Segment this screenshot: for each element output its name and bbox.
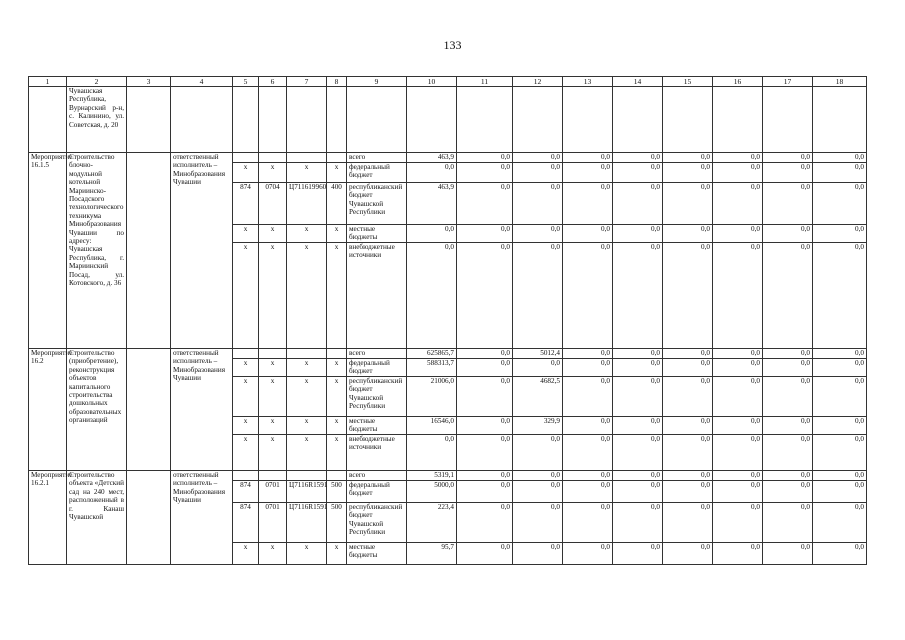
value-cell: 0,0 (713, 163, 763, 183)
value-cell: 0,0 (513, 359, 563, 377)
column-number-header: 16 (713, 77, 763, 87)
value-cell: 0,0 (813, 183, 867, 225)
value-cell: 0,0 (457, 225, 513, 243)
funding-source-cell: республиканский бюджет Чувашской Республики (347, 377, 407, 417)
column-number-header: 3 (127, 77, 171, 87)
value-cell: 0,0 (407, 435, 457, 471)
executor-cell: ответственный исполнитель – Минобразования Чувашии (171, 153, 233, 349)
value-cell: 0,0 (763, 349, 813, 359)
column-number-header: 14 (613, 77, 663, 87)
value-cell: 463,9 (407, 153, 457, 163)
value-cell: 0,0 (513, 481, 563, 503)
column-number-header: 1 (29, 77, 67, 87)
code-cell: х (259, 243, 287, 349)
code-cell: Ц7116R1591 (287, 503, 327, 543)
table-cell (127, 349, 171, 471)
table-cell (613, 87, 663, 153)
code-cell: Ц711619960 (287, 183, 327, 225)
value-cell: 5012,4 (513, 349, 563, 359)
code-cell: 500 (327, 481, 347, 503)
object-name-cell: Строительство блочно-модульной котельной Мариинско-Посадского технологического техникума Минобразования Чувашии по адресу: Чувашская Республика, г. Мариинский Посад, ул. Котовского, д. 36 (67, 153, 127, 349)
value-cell: 0,0 (713, 481, 763, 503)
value-cell: 0,0 (763, 163, 813, 183)
code-cell: х (287, 377, 327, 417)
code-cell: х (233, 163, 259, 183)
code-cell: х (259, 543, 287, 565)
value-cell: 0,0 (457, 471, 513, 481)
value-cell: 0,0 (457, 163, 513, 183)
value-cell: 0,0 (663, 503, 713, 543)
funding-source-cell: федеральный бюджет (347, 163, 407, 183)
value-cell: 0,0 (563, 153, 613, 163)
value-cell: 0,0 (763, 243, 813, 349)
value-cell: 0,0 (613, 359, 663, 377)
column-number-header: 12 (513, 77, 563, 87)
value-cell: 0,0 (563, 543, 613, 565)
table-cell (29, 87, 67, 153)
code-cell: х (327, 435, 347, 471)
code-cell: х (287, 435, 327, 471)
code-cell: х (233, 543, 259, 565)
table-cell (663, 87, 713, 153)
code-cell: х (287, 359, 327, 377)
value-cell: 0,0 (763, 377, 813, 417)
value-cell: 0,0 (663, 163, 713, 183)
value-cell: 0,0 (563, 377, 613, 417)
funding-source-cell: федеральный бюджет (347, 481, 407, 503)
value-cell: 0,0 (663, 359, 713, 377)
code-cell (287, 153, 327, 163)
funding-source-cell: федеральный бюджет (347, 359, 407, 377)
value-cell: 329,9 (513, 417, 563, 435)
code-cell: х (287, 163, 327, 183)
measure-name-cell: Мероприятие 16.1.5 (29, 153, 67, 349)
funding-source-cell: местные бюджеты (347, 543, 407, 565)
code-cell: х (259, 417, 287, 435)
code-cell: х (327, 163, 347, 183)
value-cell: 0,0 (663, 417, 713, 435)
value-cell: 0,0 (663, 481, 713, 503)
value-cell: 0,0 (813, 225, 867, 243)
value-cell: 0,0 (763, 503, 813, 543)
value-cell: 0,0 (713, 359, 763, 377)
value-cell: 0,0 (813, 471, 867, 481)
code-cell: х (233, 225, 259, 243)
value-cell: 0,0 (713, 243, 763, 349)
column-number-header: 9 (347, 77, 407, 87)
value-cell: 0,0 (457, 153, 513, 163)
funding-source-cell: всего (347, 471, 407, 481)
value-cell: 0,0 (663, 349, 713, 359)
code-cell (233, 471, 259, 481)
value-cell: 0,0 (613, 435, 663, 471)
table-row (29, 153, 867, 163)
code-cell: 0704 (259, 183, 287, 225)
value-cell: 0,0 (763, 225, 813, 243)
code-cell: х (327, 225, 347, 243)
code-cell (259, 153, 287, 163)
value-cell: 588313,7 (407, 359, 457, 377)
table-cell (127, 471, 171, 565)
value-cell: 0,0 (513, 225, 563, 243)
code-cell: х (259, 359, 287, 377)
value-cell: 0,0 (613, 417, 663, 435)
table-cell (287, 87, 327, 153)
column-number-header: 6 (259, 77, 287, 87)
value-cell: 21006,0 (407, 377, 457, 417)
code-cell: х (327, 543, 347, 565)
code-cell (259, 349, 287, 359)
column-number-header: 2 (67, 77, 127, 87)
value-cell: 0,0 (513, 471, 563, 481)
value-cell: 0,0 (563, 243, 613, 349)
table-row (29, 471, 867, 481)
table-cell (327, 87, 347, 153)
value-cell: 0,0 (713, 225, 763, 243)
value-cell: 0,0 (513, 503, 563, 543)
code-cell: 400 (327, 183, 347, 225)
value-cell: 0,0 (813, 503, 867, 543)
code-cell: Ц7116R1591 (287, 481, 327, 503)
value-cell: 0,0 (813, 417, 867, 435)
code-cell: х (233, 243, 259, 349)
code-cell: х (233, 377, 259, 417)
table-cell (763, 87, 813, 153)
code-cell: х (327, 243, 347, 349)
measure-name-cell: Мероприятие 16.2.1 (29, 471, 67, 565)
column-number-header: 7 (287, 77, 327, 87)
column-number-header: 10 (407, 77, 457, 87)
code-cell: х (327, 359, 347, 377)
table-cell (407, 87, 457, 153)
executor-cell: ответственный исполнитель – Минобразования Чувашии (171, 349, 233, 471)
table-cell (347, 87, 407, 153)
code-cell: х (259, 225, 287, 243)
code-cell: х (327, 417, 347, 435)
value-cell: 0,0 (613, 153, 663, 163)
column-number-header: 17 (763, 77, 813, 87)
value-cell: 0,0 (813, 359, 867, 377)
value-cell: 0,0 (763, 417, 813, 435)
funding-source-cell: республиканский бюджет Чувашской Республики (347, 503, 407, 543)
value-cell: 0,0 (813, 243, 867, 349)
object-name-cell: Строительство объекта «Детский сад на 240 мест, расположенный в г. Канаш Чувашской (67, 471, 127, 565)
value-cell: 0,0 (457, 243, 513, 349)
value-cell: 0,0 (663, 153, 713, 163)
column-number-header: 18 (813, 77, 867, 87)
value-cell: 0,0 (813, 377, 867, 417)
value-cell: 0,0 (563, 349, 613, 359)
value-cell: 0,0 (457, 435, 513, 471)
value-cell: 0,0 (763, 481, 813, 503)
funding-source-cell: всего (347, 349, 407, 359)
code-cell: 874 (233, 481, 259, 503)
code-cell: 874 (233, 503, 259, 543)
value-cell: 0,0 (563, 163, 613, 183)
value-cell: 5319,1 (407, 471, 457, 481)
value-cell: 0,0 (713, 183, 763, 225)
code-cell: 0701 (259, 481, 287, 503)
code-cell (327, 471, 347, 481)
value-cell: 0,0 (813, 349, 867, 359)
header-row (29, 77, 867, 87)
value-cell: 0,0 (613, 183, 663, 225)
value-cell: 0,0 (457, 503, 513, 543)
code-cell: х (233, 417, 259, 435)
code-cell: х (259, 163, 287, 183)
value-cell: 0,0 (713, 417, 763, 435)
value-cell: 0,0 (763, 471, 813, 481)
budget-table (28, 76, 867, 565)
value-cell: 0,0 (663, 243, 713, 349)
funding-source-cell: местные бюджеты (347, 225, 407, 243)
table-row (29, 349, 867, 359)
value-cell: 0,0 (663, 225, 713, 243)
value-cell: 0,0 (713, 349, 763, 359)
value-cell: 223,4 (407, 503, 457, 543)
value-cell: 5000,0 (407, 481, 457, 503)
code-cell: х (287, 243, 327, 349)
object-name-cell: Строительство (приобретение), реконструкция объектов капитального строительства дошкольных образовательных организаций (67, 349, 127, 471)
value-cell: 0,0 (563, 471, 613, 481)
table-row (29, 87, 867, 153)
code-cell (259, 471, 287, 481)
code-cell: х (287, 543, 327, 565)
value-cell: 0,0 (563, 183, 613, 225)
value-cell: 0,0 (813, 163, 867, 183)
code-cell: х (233, 435, 259, 471)
table-cell (513, 87, 563, 153)
executor-cell: ответственный исполнитель – Минобразования Чувашии (171, 471, 233, 565)
funding-source-cell: внебюджетные источники (347, 435, 407, 471)
value-cell: 0,0 (407, 225, 457, 243)
table-cell (127, 153, 171, 349)
column-number-header: 8 (327, 77, 347, 87)
value-cell: 4682,5 (513, 377, 563, 417)
funding-source-cell: республиканский бюджет Чувашской Республики (347, 183, 407, 225)
code-cell (287, 471, 327, 481)
value-cell: 0,0 (763, 435, 813, 471)
column-number-header: 4 (171, 77, 233, 87)
code-cell (287, 349, 327, 359)
value-cell: 0,0 (663, 183, 713, 225)
value-cell: 0,0 (713, 153, 763, 163)
value-cell: 463,9 (407, 183, 457, 225)
value-cell: 0,0 (407, 163, 457, 183)
value-cell: 16546,0 (407, 417, 457, 435)
value-cell: 0,0 (713, 543, 763, 565)
table-cell (813, 87, 867, 153)
column-number-header: 5 (233, 77, 259, 87)
column-number-header: 15 (663, 77, 713, 87)
value-cell: 0,0 (663, 377, 713, 417)
code-cell: х (259, 377, 287, 417)
value-cell: 0,0 (457, 359, 513, 377)
table-cell (563, 87, 613, 153)
code-cell (233, 153, 259, 163)
table-cell (713, 87, 763, 153)
table-cell (233, 87, 259, 153)
value-cell: 0,0 (407, 243, 457, 349)
funding-source-cell: местные бюджеты (347, 417, 407, 435)
code-cell (233, 349, 259, 359)
value-cell: 0,0 (613, 225, 663, 243)
code-cell: х (327, 377, 347, 417)
code-cell: 0701 (259, 503, 287, 543)
value-cell: 0,0 (563, 225, 613, 243)
value-cell: 0,0 (513, 153, 563, 163)
value-cell: 0,0 (713, 503, 763, 543)
page-number: 133 (443, 38, 462, 52)
value-cell: 0,0 (513, 543, 563, 565)
value-cell: 0,0 (563, 481, 613, 503)
value-cell: 0,0 (513, 435, 563, 471)
code-cell: х (259, 435, 287, 471)
value-cell: 0,0 (713, 435, 763, 471)
table-cell (171, 87, 233, 153)
funding-source-cell: внебюджетные источники (347, 243, 407, 349)
code-cell: 874 (233, 183, 259, 225)
value-cell: 625865,7 (407, 349, 457, 359)
value-cell: 0,0 (613, 377, 663, 417)
table-cell (259, 87, 287, 153)
value-cell: 0,0 (457, 377, 513, 417)
measure-name-cell: Мероприятие 16.2 (29, 349, 67, 471)
code-cell (327, 349, 347, 359)
value-cell: 0,0 (457, 543, 513, 565)
column-number-header: 11 (457, 77, 513, 87)
value-cell: 0,0 (563, 359, 613, 377)
value-cell: 0,0 (813, 543, 867, 565)
code-cell: х (287, 417, 327, 435)
table-cell (457, 87, 513, 153)
value-cell: 0,0 (613, 163, 663, 183)
value-cell: 0,0 (513, 243, 563, 349)
value-cell: 0,0 (457, 417, 513, 435)
value-cell: 0,0 (613, 349, 663, 359)
value-cell: 0,0 (513, 163, 563, 183)
value-cell: 0,0 (813, 435, 867, 471)
value-cell: 0,0 (563, 435, 613, 471)
value-cell: 0,0 (457, 481, 513, 503)
value-cell: 0,0 (713, 471, 763, 481)
value-cell: 0,0 (613, 471, 663, 481)
value-cell: 0,0 (457, 349, 513, 359)
value-cell: 0,0 (563, 503, 613, 543)
value-cell: 95,7 (407, 543, 457, 565)
column-number-header: 13 (563, 77, 613, 87)
table-cell (127, 87, 171, 153)
funding-source-cell: всего (347, 153, 407, 163)
value-cell: 0,0 (763, 359, 813, 377)
object-name-cell: Чувашская Республика, Вурнарский р-н, с. Калинино, ул. Советская, д. 20 (67, 87, 127, 153)
value-cell: 0,0 (763, 153, 813, 163)
value-cell: 0,0 (613, 481, 663, 503)
value-cell: 0,0 (663, 435, 713, 471)
code-cell: 500 (327, 503, 347, 543)
value-cell: 0,0 (663, 471, 713, 481)
value-cell: 0,0 (613, 503, 663, 543)
value-cell: 0,0 (613, 543, 663, 565)
code-cell: х (287, 225, 327, 243)
value-cell: 0,0 (763, 183, 813, 225)
value-cell: 0,0 (713, 377, 763, 417)
code-cell (327, 153, 347, 163)
value-cell: 0,0 (513, 183, 563, 225)
value-cell: 0,0 (813, 481, 867, 503)
value-cell: 0,0 (663, 543, 713, 565)
value-cell: 0,0 (613, 243, 663, 349)
value-cell: 0,0 (457, 183, 513, 225)
value-cell: 0,0 (813, 153, 867, 163)
code-cell: х (233, 359, 259, 377)
value-cell: 0,0 (763, 543, 813, 565)
value-cell: 0,0 (563, 417, 613, 435)
